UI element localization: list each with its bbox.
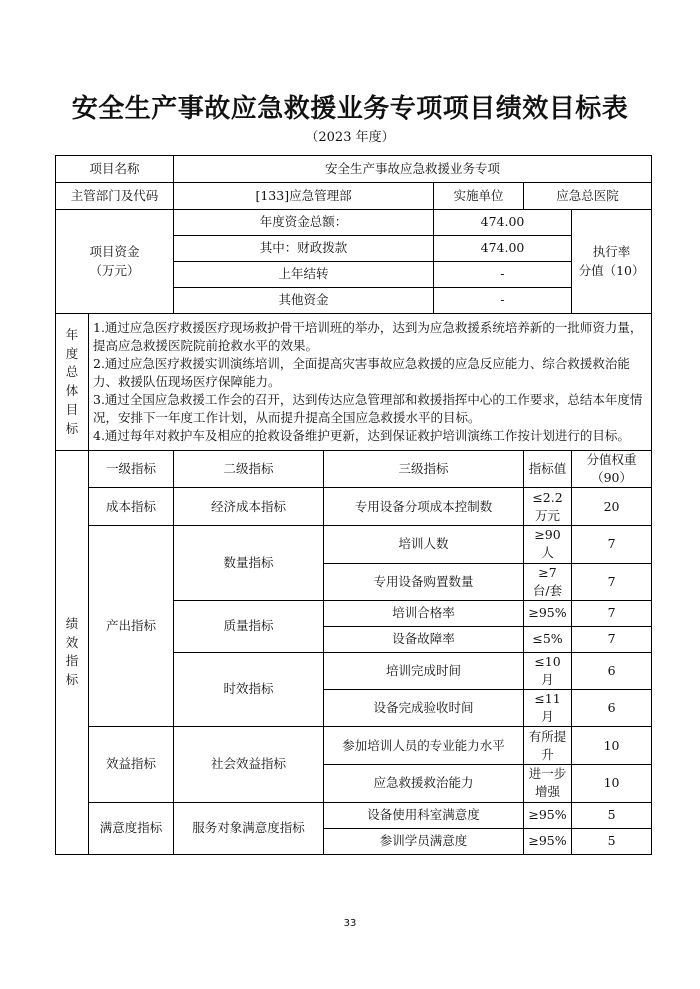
header-value: 指标值 xyxy=(524,451,572,488)
level2-cell: 社会效益指标 xyxy=(174,727,324,802)
level3-cell: 专用设备分项成本控制数 xyxy=(324,488,524,526)
project-name-value: 安全生产事故应急救援业务专项 xyxy=(174,156,652,183)
dept-value: [133]应急管理部 xyxy=(174,183,434,210)
funds-row-value: 474.00 xyxy=(434,236,572,262)
annual-goals-label: 年度总体目标 xyxy=(56,314,89,451)
value-cell: ≥90 人 xyxy=(524,526,572,563)
value-cell: ≥95% xyxy=(524,802,572,828)
weight-cell: 6 xyxy=(572,690,652,727)
funds-row-label: 上年结转 xyxy=(174,262,434,288)
value-cell: ≤10 月 xyxy=(524,652,572,689)
funds-row-value: - xyxy=(434,288,572,314)
dept-label: 主管部门及代码 xyxy=(56,183,174,210)
weight-cell: 6 xyxy=(572,652,652,689)
weight-cell: 7 xyxy=(572,526,652,563)
weight-cell: 5 xyxy=(572,828,652,854)
level2-cell: 质量指标 xyxy=(174,600,324,652)
annual-goals-content xyxy=(89,314,652,451)
value-cell: ≥95% xyxy=(524,600,572,626)
level2-cell: 服务对象满意度指标 xyxy=(174,802,324,854)
header-weight: 分值权重 （90） xyxy=(572,451,652,488)
weight-cell: 5 xyxy=(572,802,652,828)
level3-cell: 参训学员满意度 xyxy=(324,828,524,854)
goal-item: 2.通过应急医疗救援实训演练培训，全面提高灾害事故应急救援的应急反应能力、综合救援救治能力、救援队伍现场医疗保障能力。 xyxy=(93,356,630,389)
value-cell: 有所提升 xyxy=(524,727,572,765)
value-cell: ≥95% xyxy=(524,828,572,854)
level2-cell: 时效指标 xyxy=(174,652,324,727)
header-level2: 二级指标 xyxy=(174,451,324,488)
level3-cell: 专用设备购置数量 xyxy=(324,563,524,600)
level1-cell: 效益指标 xyxy=(89,727,174,802)
value-cell: ≤11 月 xyxy=(524,690,572,727)
value-cell: ≥7 台/套 xyxy=(524,563,572,600)
funds-row-label: 其他资金 xyxy=(174,288,434,314)
level3-cell: 设备使用科室满意度 xyxy=(324,802,524,828)
weight-cell: 7 xyxy=(572,563,652,600)
page-title: 安全生产事故应急救援业务专项项目绩效目标表 xyxy=(71,94,629,124)
level3-cell: 应急救援救治能力 xyxy=(324,765,524,802)
weight-cell: 10 xyxy=(572,765,652,802)
value-cell: ≤5% xyxy=(524,626,572,652)
value-cell: 进一步增强 xyxy=(524,765,572,802)
level2-cell: 经济成本指标 xyxy=(174,488,324,526)
level3-cell: 培训人数 xyxy=(324,526,524,563)
weight-cell: 7 xyxy=(572,626,652,652)
level3-cell: 设备故障率 xyxy=(324,626,524,652)
level3-cell: 培训合格率 xyxy=(324,600,524,626)
impl-unit-label: 实施单位 xyxy=(434,183,524,210)
goal-item: 4.通过每年对救护车及相应的抢救设备维护更新，达到保证救护培训演练工作按计划进行的目标。 xyxy=(93,428,630,443)
header-level3: 三级指标 xyxy=(324,451,524,488)
header-level1: 一级指标 xyxy=(89,451,174,488)
page-subtitle: （2023 年度） xyxy=(305,130,395,145)
weight-cell: 10 xyxy=(572,727,652,765)
value-cell: ≤2.2 万元 xyxy=(524,488,572,526)
indicators-section-label: 绩效指标 xyxy=(56,451,89,855)
funds-row-value: 474.00 xyxy=(434,210,572,236)
funds-row-value: - xyxy=(434,262,572,288)
exec-rate-label: 执行率 分值（10） xyxy=(572,210,652,314)
weight-cell: 7 xyxy=(572,600,652,626)
page-number: 33 xyxy=(343,918,357,929)
level1-cell: 满意度指标 xyxy=(89,802,174,854)
level3-cell: 培训完成时间 xyxy=(324,652,524,689)
level2-cell: 数量指标 xyxy=(174,526,324,601)
funds-label: 项目资金 （万元） xyxy=(56,210,174,314)
impl-unit-value: 应急总医院 xyxy=(524,183,652,210)
performance-table xyxy=(55,155,652,855)
level3-cell: 设备完成验收时间 xyxy=(324,690,524,727)
goal-item: 1.通过应急医疗救援医疗现场救护骨干培训班的举办，达到为应急救援系统培养新的一批师资力量，提高应急救援医院院前抢救水平的效果。 xyxy=(93,320,643,353)
level1-cell: 成本指标 xyxy=(89,488,174,526)
funds-row-label: 其中：财政拨款 xyxy=(174,236,434,262)
project-name-label: 项目名称 xyxy=(56,156,174,183)
level3-cell: 参加培训人员的专业能力水平 xyxy=(324,727,524,765)
funds-row-label: 年度资金总额： xyxy=(174,210,434,236)
level1-cell: 产出指标 xyxy=(89,526,174,727)
goal-item: 3.通过全国应急救援工作会的召开，达到传达应急管理部和救援指挥中心的工作要求，总结本年度情况，安排下一年度工作计划，从而提升提高全国应急救援水平的目标。 xyxy=(93,392,643,425)
weight-cell: 20 xyxy=(572,488,652,526)
